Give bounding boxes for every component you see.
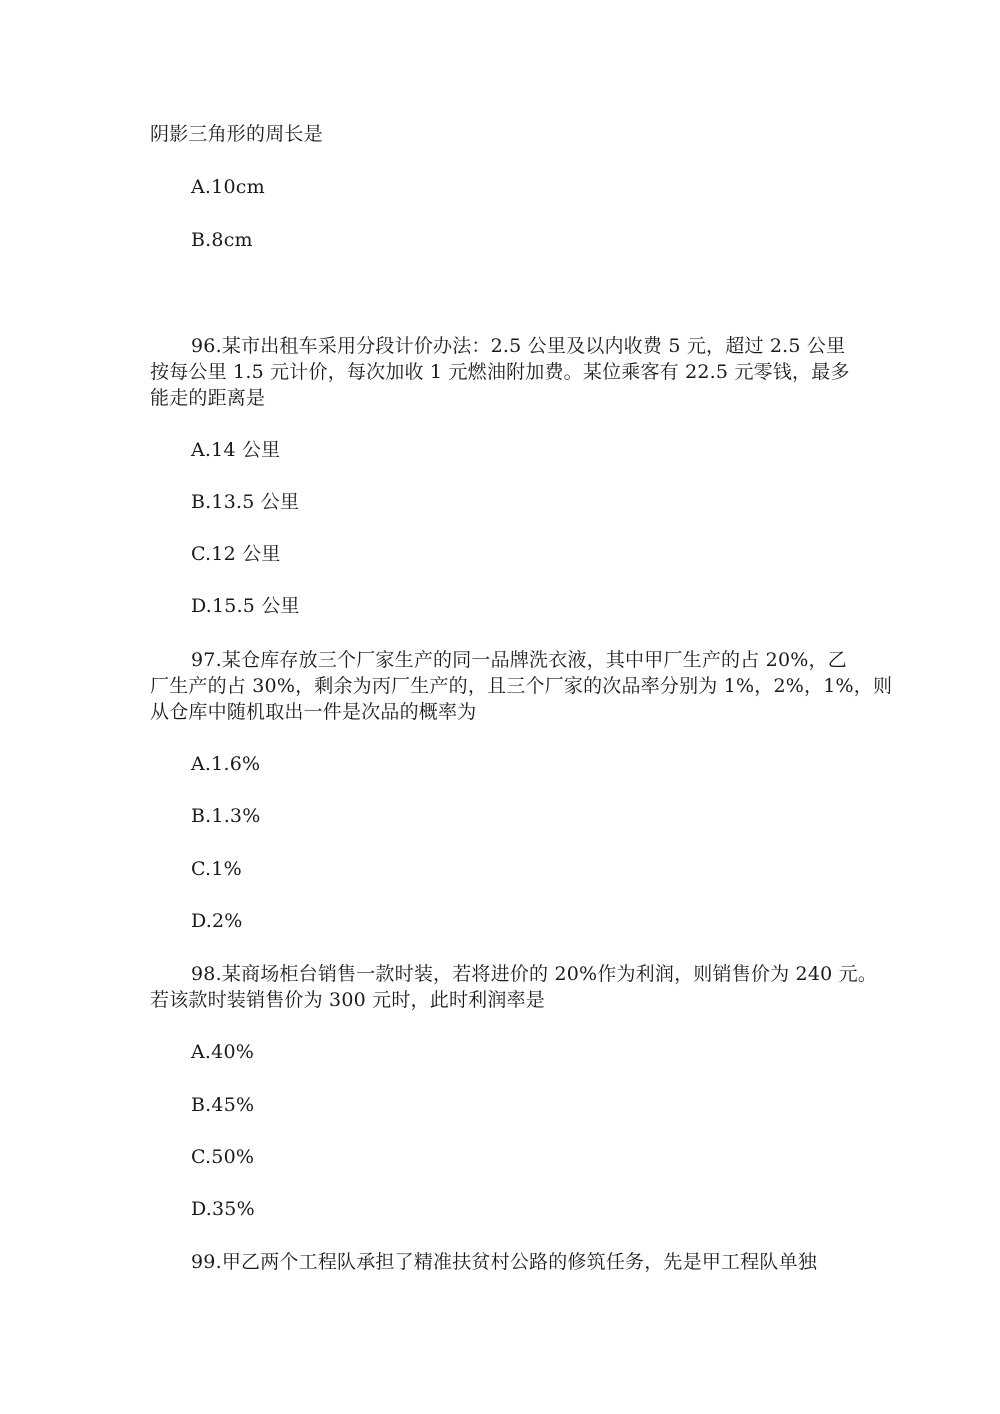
question-97-line-3: 从仓库中随机取出一件是次品的概率为 [150,701,477,723]
question-98-option-b: B.45% [191,1094,255,1116]
question-97-option-b: B.1.3% [191,805,261,827]
intro-line: 阴影三角形的周长是 [150,123,323,145]
question-97-line-1: 97.某仓库存放三个厂家生产的同一品牌洗衣液，其中甲厂生产的占 20%，乙 [191,649,847,671]
question-98-option-c: C.50% [191,1146,255,1168]
question-99-line-1: 99.甲乙两个工程队承担了精准扶贫村公路的修筑任务，先是甲工程队单独 [191,1251,818,1273]
question-97-option-d: D.2% [191,910,243,932]
question-98-line-1: 98.某商场柜台销售一款时装，若将进价的 20%作为利润，则销售价为 240 元。 [191,963,878,985]
question-96-line-1: 96.某市出租车采用分段计价办法：2.5 公里及以内收费 5 元，超过 2.5 公里 [191,335,846,357]
question-98-line-2: 若该款时装销售价为 300 元时，此时利润率是 [150,989,545,1011]
question-96-option-b: B.13.5 公里 [191,491,300,513]
question-96-line-2: 按每公里 1.5 元计价，每次加收 1 元燃油附加费。某位乘客有 22.5 元零钱，最多 [150,361,850,383]
question-97-option-c: C.1% [191,858,242,880]
question-96-option-a: A.14 公里 [191,439,281,461]
question-98-option-a: A.40% [191,1041,254,1063]
question-97-line-2: 厂生产的占 30%，剩余为丙厂生产的，且三个厂家的次品率分别为 1%，2%，1%，则 [150,675,893,697]
question-96-line-3: 能走的距离是 [150,387,266,409]
question-97-option-a: A.1.6% [191,753,261,775]
question-96-option-c: C.12 公里 [191,543,281,565]
intro-option-a: A.10cm [191,176,265,198]
intro-option-b: B.8cm [191,229,253,251]
question-96-option-d: D.15.5 公里 [191,595,300,617]
question-98-option-d: D.35% [191,1198,255,1220]
